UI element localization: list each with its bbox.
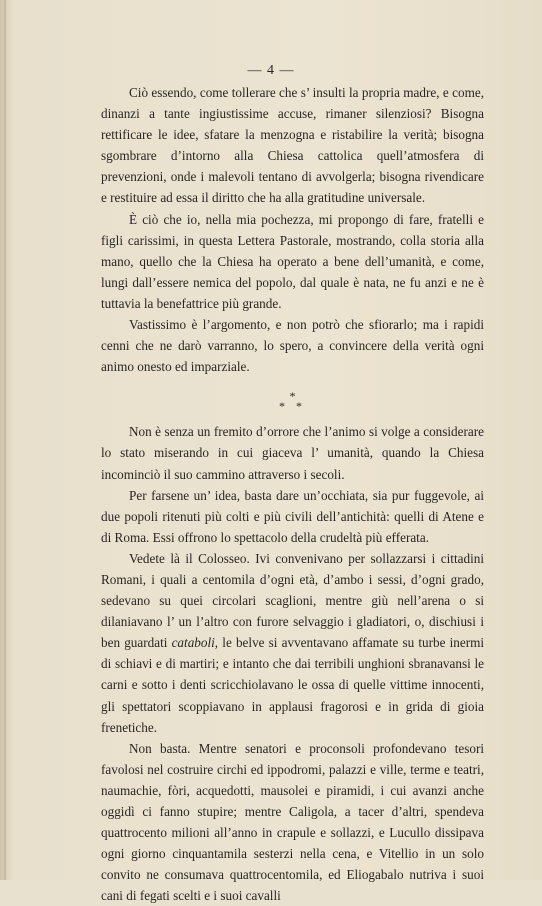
paragraph-colosseum <box>101 548 484 738</box>
paragraph-3: Vastissimo è l’argomento, e non potrò che sfiorarlo; ma i rapidi cenni che ne darò varranno, lo spero, a convincere della verità ogni animo onesto ed imparziale. <box>101 317 484 375</box>
page-number: — 4 — <box>247 63 295 78</box>
divider-asterisks-bottom: * * <box>279 399 306 414</box>
colosseum-text-end: le belve si avventavano affamate su turbe inermi di schiavi e di martiri; e intanto che dai terribili unghioni sbranavansi le carni e sotto i denti scricchiolavano le ossa di quelle vittime innocenti, gli spettatori scoppiavano in applausi fragorosi e in grida di gioia frenetiche. <box>101 635 485 735</box>
body-text <box>101 82 484 906</box>
paragraph-4: Non è senza un fremito d’orrore che l’animo si volge a considerare lo stato miserando in cui giaceva l’ umanità, quando la Chiesa incominciò il suo cammino attraverso i secoli. <box>101 424 484 482</box>
paragraph-2: È ciò che io, nella mia pochezza, mi propongo di fare, fratelli e figli carissimi, in questa Lettera Pastorale, mostrando, colla storia alla mano, quello che la Chiesa ha operato a bene dell’umanità, e come, lungi dall’essere nemica del popolo, dal quale è nata, ne fu anzi e ne è tuttavia la benefattrice più grande. <box>101 211 484 311</box>
paragraph-last: Non basta. Mentre senatori e proconsoli profondevano tesori favolosi nel costruire circhi ed ippodromi, palazzi e ville, terme e teatri, naumachie, fòri, acquedotti, mausolei e piramidi, i cui avanzi anche oggidì ci fanno stupire; mentre Caligola, a tacer d’altri, spendeva quattrocento milioni all’anno in crapule e sollazzi, e Lucullo dissipava ogni giorno cinquantamila sesterzi nella cena, e Vitellio in un solo convito ne consumava quattrocentomila, ed Eliogabalo nutriva i suoi cani di fegati scelti e i suoi cavalli <box>101 740 484 904</box>
section-divider <box>101 383 484 421</box>
colosseum-text-start: Vedete là il Colosseo. Ivi convenivano per sollazzarsi i cittadini Romani, i quali a centomila d’ogni età, d’ambo i sessi, d’ogni grado, sedevano su quei circolari scaglioni, mentre giù nell’arena o si dilaniavano l’ un l’altro con furore selvaggio i gladiatori, o, dischiusi i ben guardati <box>101 550 484 651</box>
italic-term: cataboli, <box>171 635 219 651</box>
paragraph-1: Ciò essendo, come tollerare che s’ insulti la propria madre, e come, dinanzi a tante ingiustissime accuse, rimaner silenziosi? Bisogna rettificare le idee, sfatare la menzogna e ristabilire la verità; bisogna sgombrare d’intorno alla Chiesa cattolica quell’atmosfera di prevenzioni, onde i malevoli tentano di avvolgerla; bisogna rivendicare e restituire ad essa il diritto che ha alla gratitudine universale. <box>101 85 484 206</box>
paragraph-5: Per farsene un’ idea, basta dare un’occhiata, sia pur fuggevole, ai due popoli ritenuti più colti e più civili dell’antichità: quelli di Atene e di Roma. Essi offrono lo spettacolo della crudeltà più efferata. <box>101 487 484 545</box>
divider-asterisk-top: * <box>289 389 296 404</box>
